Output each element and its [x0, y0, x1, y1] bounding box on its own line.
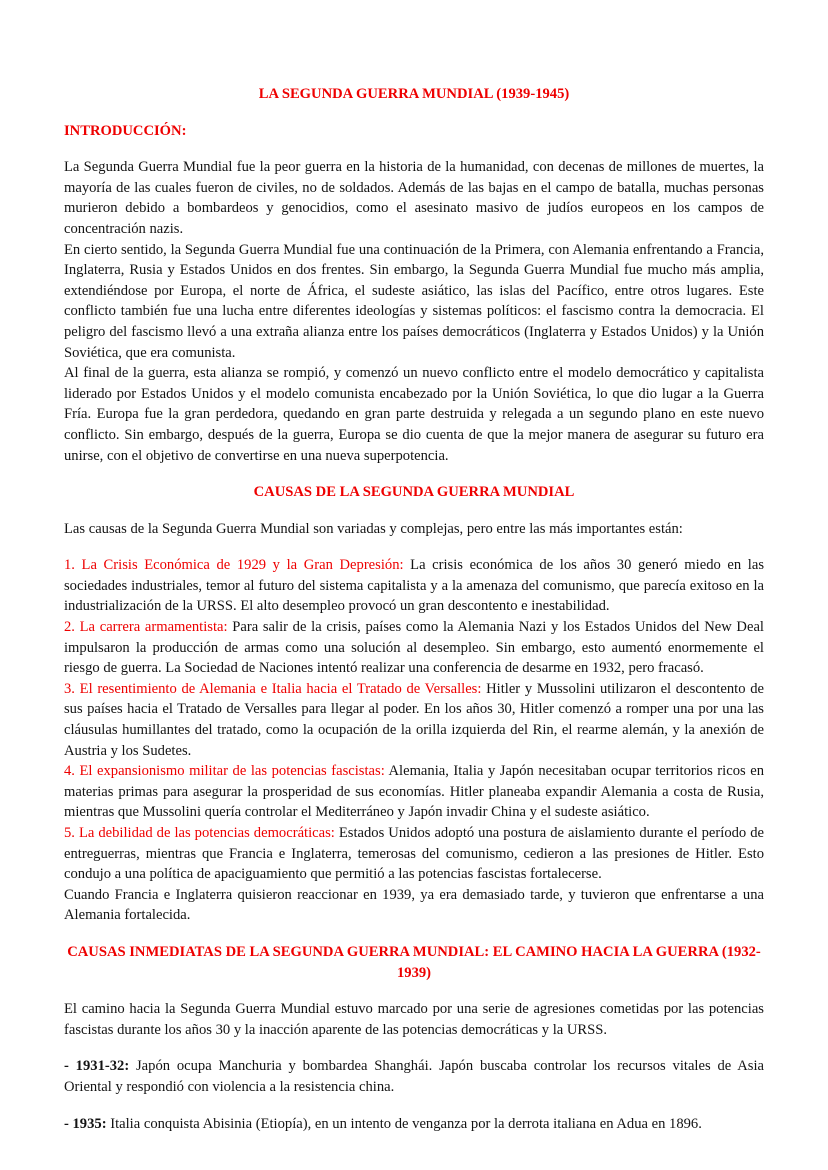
timeline-item-1935 [64, 1114, 764, 1135]
cause-item-4 [64, 761, 764, 823]
immediate-intro: El camino hacia la Segunda Guerra Mundial estuvo marcado por una serie de agresiones cometidas por las potencias fascistas durante los años 30 y la inacción aparente de las potencias democráticas y la URSS. [64, 1001, 764, 1038]
cause-3-lead: 3. El resentimiento de Alemania e Italia hacia el Tratado de Versalles: [64, 680, 482, 697]
timeline-2-body: Italia conquista Abisinia (Etiopía), en un intento de venganza por la derrota italiana en Adua en 1896. [106, 1115, 702, 1132]
timeline-1-body: Japón ocupa Manchuria y bombardea Shanghái. Japón buscaba controlar los recursos vitales de Asia Oriental y respondió con violencia a la resistencia china. [64, 1058, 764, 1095]
causes-heading: CAUSAS DE LA SEGUNDA GUERRA MUNDIAL [253, 484, 575, 501]
timeline-item-1931-32 [64, 1056, 764, 1097]
causes-closing: Cuando Francia e Inglaterra quisieron reaccionar en 1939, ya era demasiado tarde, y tuvieron que enfrentarse a una Alemania fortalecida. [64, 886, 764, 924]
cause-2-body: Para salir de la crisis, países como la Alemania Nazi y los Estados Unidos del New Deal impulsaron la producción de armas como una solución al desempleo. Sin embargo, esto aumentó enormemente el riesgo de guerra. La Sociedad de Naciones intentó realizar una conferencia de desarme en 1932, pero fracasó. [64, 619, 764, 677]
intro-section [64, 157, 764, 466]
cause-3-body: Hitler y Mussolini utilizaron el descontento de sus países hacia el Tratado de Versalles para llegar al poder. En los años 30, Hitler comenzó a romper una por una las cláusulas humillantes del tratado, como la ocupación de la orilla izquierda del Rin, el rearme alemán, y la anexión de Austria y los Sudetes. [64, 680, 764, 759]
causes-list [64, 555, 764, 926]
timeline-1-date: - 1931-32: [64, 1058, 130, 1075]
cause-item-1 [64, 555, 764, 617]
intro-paragraph-3: Al final de la guerra, esta alianza se rompió, y comenzó un nuevo conflicto entre el modelo democrático y capitalista liderado por Estados Unidos y el modelo comunista encabezado por la Unión Soviética, lo que dio lugar a la Guerra Fría. Europa fue la gran perdedora, quedando en gran parte destruida y relegada a un segundo plano en este nuevo conflicto. Sin embargo, después de la guerra, Europa se dio cuenta de que la mejor manera de asegurar su futuro era unirse, con el objetivo de convertirse en una nueva superpotencia. [64, 365, 764, 464]
intro-paragraph-1: La Segunda Guerra Mundial fue la peor guerra en la historia de la humanidad, con decenas de millones de muertes, la mayoría de las cuales fueron de civiles, no de soldados. Además de las bajas en el campo de batalla, muchas personas murieron debido a bombardeos y genocidios, como el asesinato masivo de judíos europeos en los campos de concentración nazis. [64, 159, 764, 237]
cause-item-3 [64, 679, 764, 761]
intro-heading: INTRODUCCIÓN: [64, 122, 187, 139]
cause-2-lead: 2. La carrera armamentista: [64, 619, 228, 636]
immediate-causes-heading: CAUSAS INMEDIATAS DE LA SEGUNDA GUERRA MUNDIAL: EL CAMINO HACIA LA GUERRA (1932-1939) [67, 943, 761, 981]
cause-5-body: Estados Unidos adoptó una postura de aislamiento durante el período de entreguerras, mientras que Francia e Inglaterra, temerosas del comunismo, cedieron a las presiones de Hitler. Esto condujo a una política de apaciguamiento que permitió a las potencias fascistas fortalecerse. [64, 825, 764, 883]
cause-item-5 [64, 823, 764, 885]
causes-intro: Las causas de la Segunda Guerra Mundial son variadas y complejas, pero entre las más importantes están: [64, 520, 683, 537]
cause-1-body: La crisis económica de los años 30 generó miedo en las sociedades industriales, temor al futuro del sistema capitalista y a la amenaza del comunismo, que parecía exitoso en la industrialización de la URSS. El alto desempleo provocó un gran descontento e inestabilidad. [64, 557, 764, 615]
cause-4-body: Alemania, Italia y Japón necesitaban ocupar territorios ricos en materias primas para asegurar la prosperidad de sus economías. Hitler planeaba expandir Alemania a costa de Rusia, mientras que Mussolini quería controlar el Mediterráneo y Japón invadir China y el sudeste asiático. [64, 763, 764, 821]
cause-item-2 [64, 617, 764, 679]
cause-5-lead: 5. La debilidad de las potencias democráticas: [64, 825, 335, 841]
document-title: LA SEGUNDA GUERRA MUNDIAL (1939-1945) [258, 86, 570, 102]
cause-1-lead: 1. La Crisis Económica de 1929 y la Gran Depresión: [64, 557, 404, 574]
timeline-2-date: - 1935: [64, 1115, 107, 1132]
intro-paragraph-2: En cierto sentido, la Segunda Guerra Mundial fue una continuación de la Primera, con Alemania enfrentando a Francia, Inglaterra, Rusia y Estados Unidos en dos frentes. Sin embargo, la Segunda Guerra Mundial fue mucho más amplia, extendiéndose por Europa, el norte de África, el sudeste asiático, las islas del Pacífico, entre otros lugares. Este conflicto también fue una lucha entre diferentes ideologías y sistemas políticos: el fascismo contra la democracia. El peligro del fascismo llevó a una extraña alianza entre los países democráticos (Inglaterra y Estados Unidos) y la Unión Soviética, que era comunista. [64, 241, 764, 361]
cause-4-lead: 4. El expansionismo militar de las potencias fascistas: [64, 763, 385, 780]
